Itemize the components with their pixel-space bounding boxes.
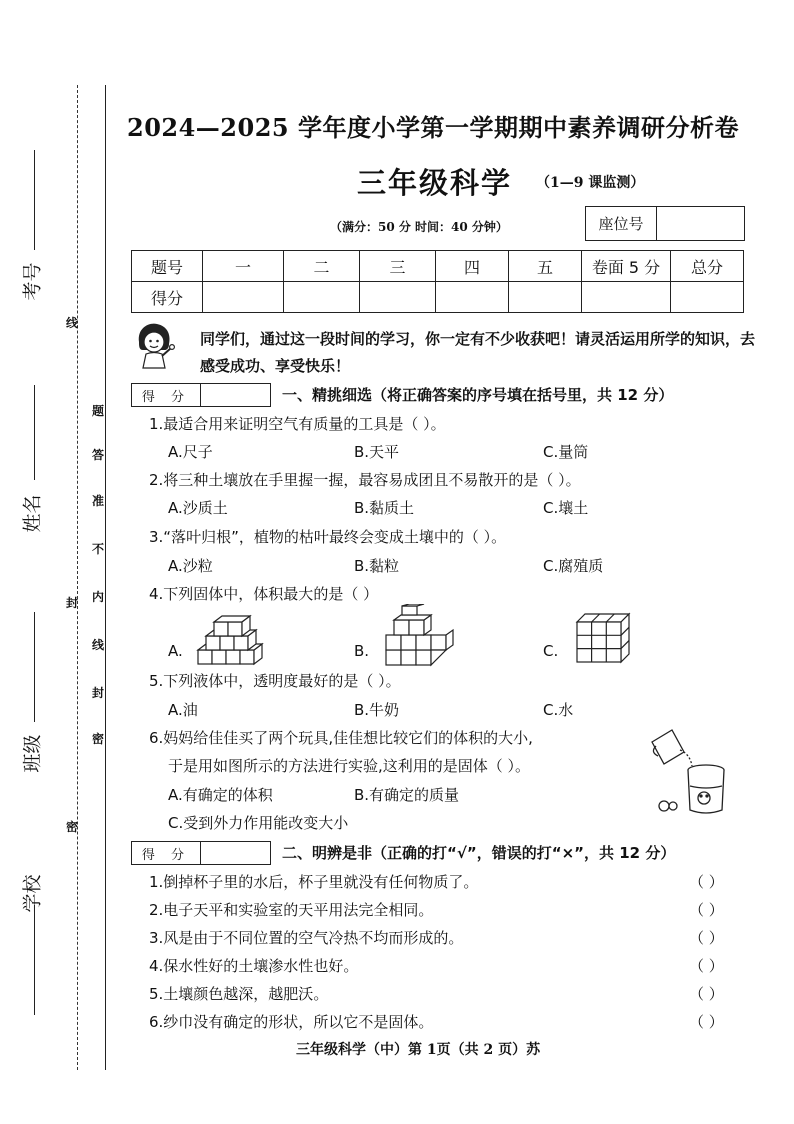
s1-q4-opt-a: A. — [168, 642, 183, 660]
section1-score-field[interactable] — [201, 384, 270, 406]
score-header-5: 五 — [509, 251, 582, 282]
s2-q5-answer[interactable]: （ ） — [689, 985, 724, 1003]
score-header-3: 三 — [360, 251, 436, 282]
cube-block-c-icon — [575, 612, 631, 664]
dash-text-5: 内 — [92, 590, 105, 604]
binding-line-inner — [105, 85, 106, 1070]
s1-q6-stem-line2: 于是用如图所示的方法进行实验,这利用的是固体（ ）。 — [168, 757, 531, 775]
s2-q4-answer[interactable]: （ ） — [689, 957, 724, 975]
section2-score-label: 得 分 — [132, 842, 201, 864]
seat-field[interactable] — [657, 207, 744, 240]
s1-q2-stem: 2.将三种土壤放在手里握一握，最容易成团且不易散开的是（ ）。 — [149, 471, 581, 489]
s1-q1-opt-a: A.尺子 — [168, 443, 213, 461]
exam-title: 2024—2025 学年度小学第一学期期中素养调研分析卷 — [127, 113, 739, 142]
s2-q6: 6.纱巾没有确定的形状，所以它不是固体。 — [149, 1013, 434, 1031]
scope-note: （1—9 课监测） — [536, 175, 645, 191]
score-row-label: 得分 — [132, 282, 203, 313]
s2-q1-answer[interactable]: （ ） — [689, 873, 724, 891]
s1-q5-stem: 5.下列液体中，透明度最好的是（ ）。 — [149, 672, 401, 690]
dash-text-4: 不 — [92, 542, 105, 556]
water-displacement-icon — [646, 726, 736, 818]
s1-q5-opt-c: C.水 — [543, 701, 574, 719]
label-xingming: 姓名 — [21, 494, 44, 533]
exam-meta: （满分：50 分 时间：40 分钟） — [330, 220, 508, 234]
s1-q6-stem: 6.妈妈给佳佳买了两个玩具,佳佳想比较它们的体积的大小, — [149, 729, 533, 747]
score-cell[interactable] — [582, 282, 671, 313]
underline-xuexiao — [34, 905, 35, 1015]
cube-stack-b-icon — [384, 604, 456, 668]
cube-stack-a-icon — [196, 614, 270, 668]
s2-q2-answer[interactable]: （ ） — [689, 901, 724, 919]
s1-q1-stem: 1.最适合用来证明空气有质量的工具是（ ）。 — [149, 415, 446, 433]
score-table — [131, 250, 744, 313]
seat-number-box — [585, 206, 745, 241]
underline-banji — [34, 612, 35, 722]
s1-q6-opt-c: C.受到外力作用能改变大小 — [168, 814, 349, 832]
score-cell[interactable] — [509, 282, 582, 313]
score-header-0: 题号 — [132, 251, 203, 282]
s2-q1: 1.倒掉杯子里的水后，杯子里就没有任何物质了。 — [149, 873, 479, 891]
s1-q4-stem: 4.下列固体中，体积最大的是（ ） — [149, 585, 379, 603]
s2-q3-answer[interactable]: （ ） — [689, 929, 724, 947]
s2-q3: 3.风是由于不同位置的空气冷热不均而形成的。 — [149, 929, 464, 947]
dash-text-6: 封 — [66, 596, 79, 610]
dash-text-0: 线 — [66, 316, 79, 330]
dash-text-3: 准 — [92, 494, 105, 508]
girl-avatar-icon — [131, 320, 177, 370]
dash-text-7: 线 — [92, 638, 105, 652]
score-cell[interactable] — [436, 282, 509, 313]
section1-score-box — [131, 383, 271, 407]
underline-kaohao — [34, 150, 35, 250]
s1-q2-opt-a: A.沙质土 — [168, 499, 228, 517]
s1-q3-opt-a: A.沙粒 — [168, 557, 213, 575]
s1-q6-opt-b: B.有确定的质量 — [354, 786, 460, 804]
s1-q2-opt-b: B.黏质土 — [354, 499, 415, 517]
s1-q6-opt-a: A.有确定的体积 — [168, 786, 273, 804]
dash-text-9: 密 — [92, 732, 105, 746]
s1-q3-stem: 3.“落叶归根”，植物的枯叶最终会变成土壤中的（ ）。 — [149, 528, 507, 546]
intro-text: 同学们，通过这一段时间的学习，你一定有不少收获吧！请灵活运用所学的知识，去感受成功、享受快乐！ — [200, 330, 756, 375]
score-header-7: 总分 — [671, 251, 744, 282]
page-footer: 三年级科学（中）第 1页（共 2 页）苏 — [296, 1042, 541, 1058]
dash-text-2: 答 — [92, 448, 105, 462]
score-cell[interactable] — [284, 282, 360, 313]
s2-q6-answer[interactable]: （ ） — [689, 1013, 724, 1031]
exam-subject: 三年级科学 — [357, 166, 513, 200]
s1-q3-opt-b: B.黏粒 — [354, 557, 400, 575]
score-header-6: 卷面 5 分 — [582, 251, 671, 282]
score-header-1: 一 — [203, 251, 284, 282]
label-banji: 班级 — [21, 734, 44, 773]
s1-q5-opt-b: B.牛奶 — [354, 701, 400, 719]
label-kaohao: 考号 — [21, 262, 44, 301]
dash-text-10: 密 — [66, 820, 79, 834]
s1-q4-opt-c: C. — [543, 642, 559, 660]
section1-score-label: 得 分 — [132, 384, 201, 406]
dash-text-1: 题 — [92, 404, 105, 418]
binding-line-dashed — [77, 85, 78, 1070]
score-table-score-row — [132, 282, 744, 313]
s2-q5: 5.土壤颜色越深，越肥沃。 — [149, 985, 329, 1003]
label-xuexiao: 学校 — [21, 874, 44, 913]
s1-q1-opt-b: B.天平 — [354, 443, 400, 461]
score-cell[interactable] — [360, 282, 436, 313]
section2-score-box — [131, 841, 271, 865]
score-table-header-row — [132, 251, 744, 282]
section1-heading: 一、精挑细选（将正确答案的序号填在括号里，共 12 分） — [282, 386, 674, 404]
s1-q2-opt-c: C.壤土 — [543, 499, 589, 517]
underline-xingming — [34, 385, 35, 480]
section2-heading: 二、明辨是非（正确的打“√”，错误的打“×”，共 12 分） — [282, 844, 676, 862]
score-cell[interactable] — [203, 282, 284, 313]
seat-label: 座位号 — [586, 207, 657, 240]
s2-q4: 4.保水性好的土壤渗水性也好。 — [149, 957, 359, 975]
score-cell[interactable] — [671, 282, 744, 313]
score-header-2: 二 — [284, 251, 360, 282]
dash-text-8: 封 — [92, 686, 105, 700]
score-header-4: 四 — [436, 251, 509, 282]
s1-q1-opt-c: C.量筒 — [543, 443, 589, 461]
s2-q2: 2.电子天平和实验室的天平用法完全相同。 — [149, 901, 434, 919]
s1-q5-opt-a: A.油 — [168, 701, 198, 719]
s1-q3-opt-c: C.腐殖质 — [543, 557, 604, 575]
section2-score-field[interactable] — [201, 842, 270, 864]
s1-q4-opt-b: B. — [354, 642, 370, 660]
